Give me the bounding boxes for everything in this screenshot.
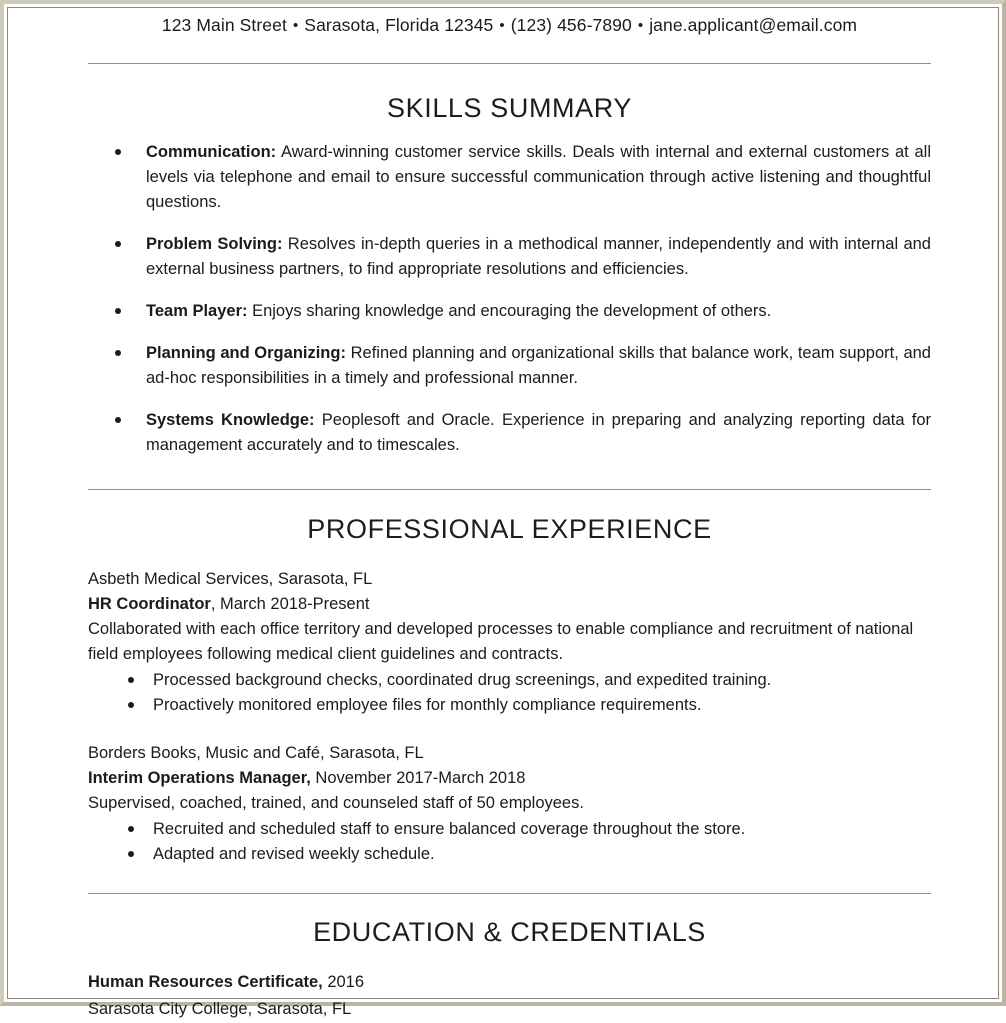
contact-location: Sarasota, Florida 12345 <box>304 15 494 35</box>
education-institution: Sarasota City College, Sarasota, FL <box>88 1000 352 1018</box>
bullet-icon <box>115 350 121 356</box>
skills-list-item <box>88 341 931 391</box>
bullet-icon <box>128 826 134 832</box>
bullet-icon <box>128 702 134 708</box>
experience-entry <box>88 545 931 718</box>
education-credential-line <box>88 969 931 996</box>
experience-bullet-list <box>88 667 931 718</box>
bullet-icon <box>128 851 134 857</box>
experience-bullet-text: Proactively monitored employee files for monthly compliance requirements. <box>153 696 702 714</box>
experience-bullet <box>88 842 931 867</box>
bullet-icon <box>115 241 121 247</box>
experience-summary: Collaborated with each office territory and developed processes to enable compliance and recruitment of national field employees following medical client guidelines and contracts. <box>88 620 914 663</box>
skills-list-item <box>88 232 931 282</box>
contact-separator-2: • <box>499 17 505 34</box>
experience-bullet <box>88 817 931 842</box>
experience-entry <box>88 718 931 867</box>
section-heading-skills: SKILLS SUMMARY <box>387 93 632 123</box>
experience-job-title: HR Coordinator <box>88 595 211 613</box>
experience-title-line <box>88 766 931 791</box>
resume-sheet <box>8 8 998 1018</box>
bullet-icon <box>115 149 121 155</box>
experience-employer: Borders Books, Music and Café, Sarasota, FL <box>88 744 424 762</box>
contact-separator-1: • <box>292 17 299 34</box>
section-heading-education: EDUCATION & CREDENTIALS <box>313 917 706 947</box>
contact-address: 123 Main Street <box>161 15 287 35</box>
experience-bullet-list <box>88 816 931 867</box>
bullet-icon <box>115 417 121 423</box>
experience-summary: Supervised, coached, trained, and counseled staff of 50 employees. <box>88 794 584 812</box>
experience-bullet <box>88 668 931 693</box>
education-credential: Human Resources Certificate, <box>88 973 323 991</box>
experience-bullet-text: Adapted and revised weekly schedule. <box>153 845 435 863</box>
bullet-icon <box>115 308 121 314</box>
contact-phone: (123) 456-7890 <box>510 15 632 35</box>
experience-bullet-text: Processed background checks, coordinated drug screenings, and expedited training. <box>153 671 772 689</box>
bullet-icon <box>128 677 134 683</box>
skill-text: Enjoys sharing knowledge and encouraging the development of others. <box>247 302 772 320</box>
skill-text: Refined planning and organizational skills that balance work, team support, and ad-hoc responsibilities in a timely and professional manner. <box>146 344 931 387</box>
section-heading-experience: PROFESSIONAL EXPERIENCE <box>307 514 712 544</box>
experience-job-title: Interim Operations Manager, <box>88 769 311 787</box>
skills-list <box>88 124 931 458</box>
skill-label: Team Player: <box>146 302 248 320</box>
page-frame-inner-border <box>7 7 999 1018</box>
contact-header <box>88 8 931 36</box>
skill-label: Problem Solving: <box>146 235 283 253</box>
experience-dates: , March 2018-Present <box>210 595 370 613</box>
skills-list-item <box>88 140 931 215</box>
skill-text: Peoplesoft and Oracle. Experience in preparing and analyzing reporting data for management accurately and to timescales. <box>146 411 932 454</box>
experience-bullet <box>88 693 931 718</box>
experience-dates: November 2017-March 2018 <box>310 769 526 787</box>
skill-label: Communication: <box>146 143 277 161</box>
education-entry <box>88 948 931 1023</box>
experience-title-line <box>88 592 931 617</box>
experience-bullet-text: Recruited and scheduled staff to ensure balanced coverage throughout the store. <box>153 820 746 838</box>
experience-employer: Asbeth Medical Services, Sarasota, FL <box>88 570 373 588</box>
contact-separator-3: • <box>637 17 644 34</box>
education-credential-year: 2016 <box>322 973 365 991</box>
resume-content-column <box>88 8 931 1023</box>
contact-email: jane.applicant@email.com <box>649 15 858 35</box>
skill-label: Planning and Organizing: <box>146 344 346 362</box>
skill-text: Resolves in-depth queries in a methodical manner, independently and with internal and external business partners, to find appropriate resolutions and efficiencies. <box>146 235 931 278</box>
skills-list-item <box>88 299 931 324</box>
skill-text: Award-winning customer service skills. Deals with internal and external customers at all levels via telephone and email to ensure successful communication through active listening and thoughtful questions. <box>146 143 931 211</box>
skill-label: Systems Knowledge: <box>146 411 315 429</box>
skills-list-item <box>88 408 931 458</box>
